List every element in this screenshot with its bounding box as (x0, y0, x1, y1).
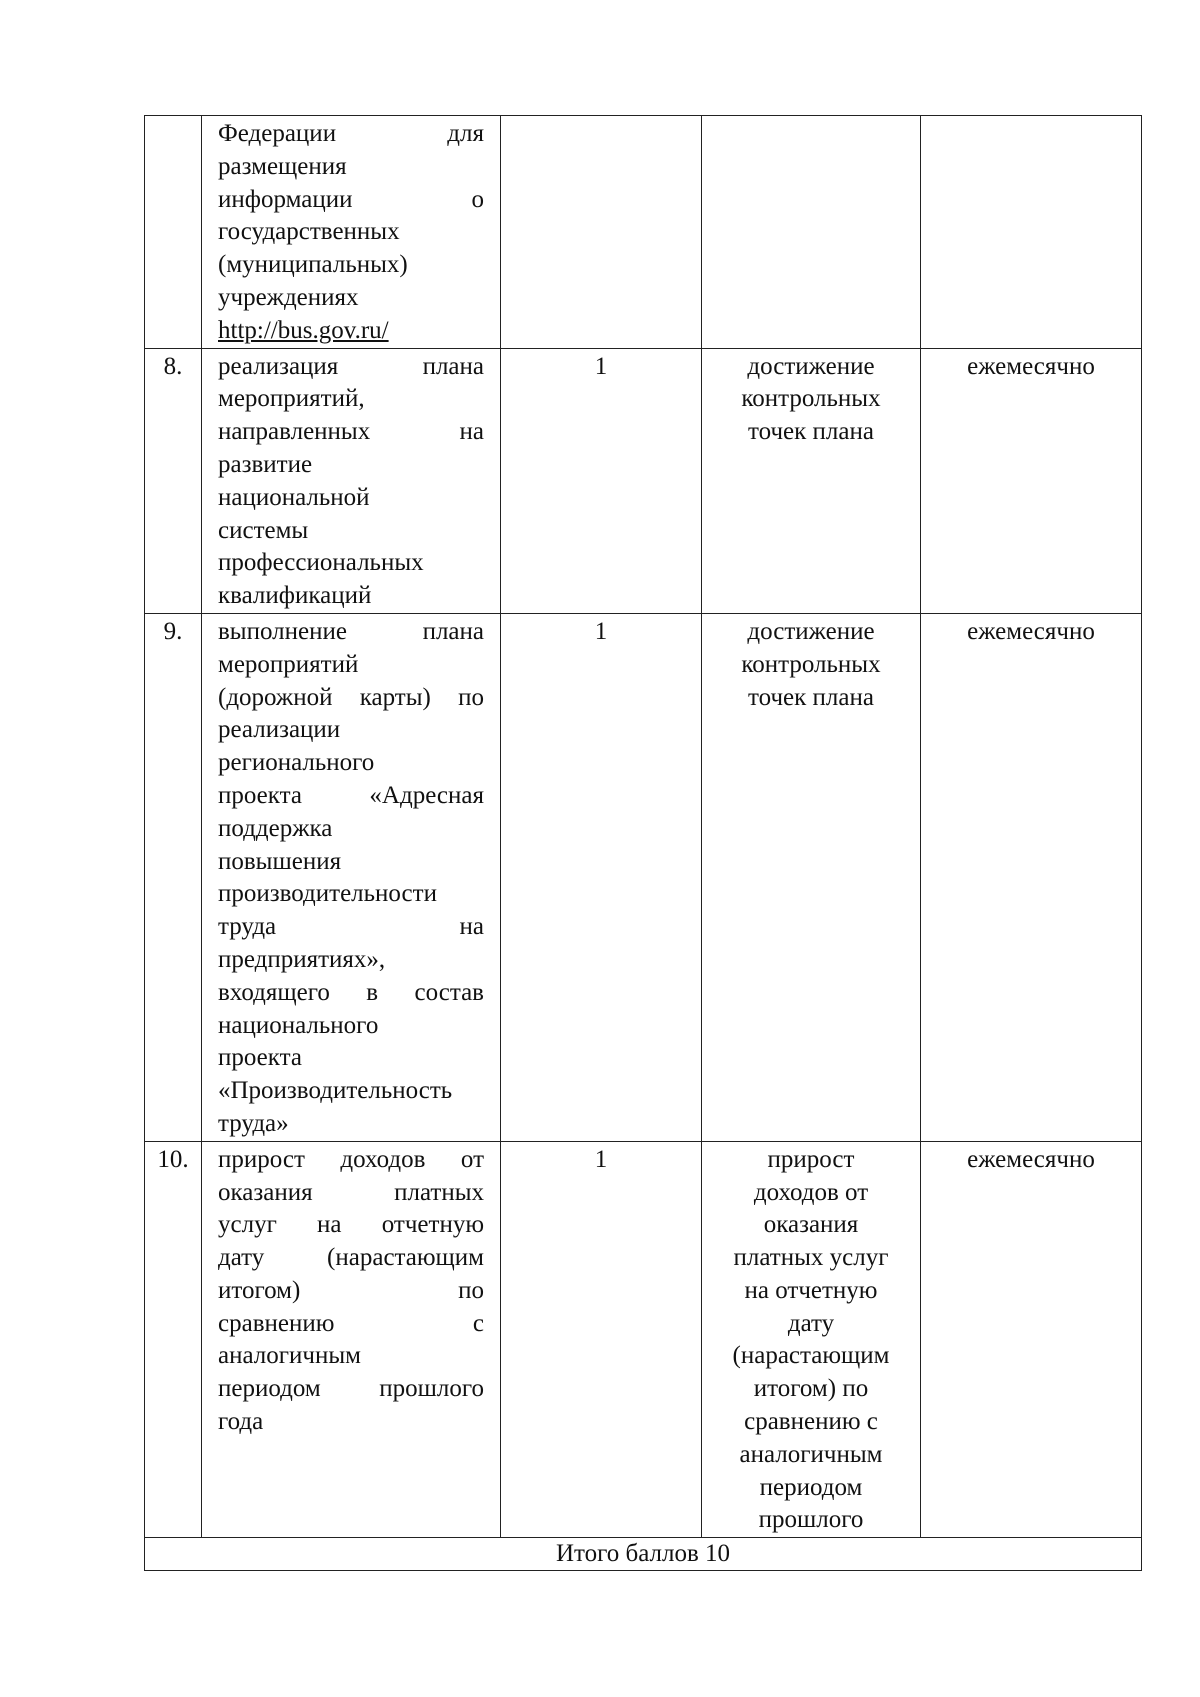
score-cell (501, 116, 702, 349)
name-line: «Производительность (218, 1077, 453, 1105)
criterion-line: аналогичным (739, 1440, 883, 1468)
period-cell: ежемесячно (921, 613, 1142, 1141)
name-line: поддержка (218, 814, 333, 842)
name-line: регионального (218, 749, 375, 777)
row-number (145, 116, 202, 349)
name-line: проекта «Адресная (218, 781, 484, 809)
indicator-name (202, 348, 501, 613)
indicator-name (202, 613, 501, 1141)
name-line: квалификаций (218, 582, 372, 610)
criterion-line: прошлого (758, 1506, 864, 1534)
criterion-line: дату (787, 1309, 835, 1337)
name-line: мероприятий, (218, 385, 365, 413)
period-cell: ежемесячно (921, 348, 1142, 613)
name-line: учреждениях (218, 283, 359, 311)
name-line: труда на (218, 913, 484, 941)
table-row (145, 1141, 1142, 1538)
name-line: (муниципальных) (218, 251, 408, 279)
criterion-cell (702, 1141, 921, 1538)
criterion-line: платных услуг (733, 1244, 889, 1272)
name-line: предприятиях», (218, 945, 386, 973)
name-line: реализации (218, 716, 341, 744)
name-line: направленных на (218, 418, 484, 446)
period-cell: ежемесячно (921, 1141, 1142, 1538)
name-line: профессиональных (218, 549, 424, 577)
score-cell: 1 (501, 348, 702, 613)
name-line: информации о (218, 185, 484, 213)
criteria-table (144, 115, 1142, 1571)
name-line: Федерации для (218, 120, 484, 147)
row-number: 9. (145, 613, 202, 1141)
criterion-cell (702, 116, 921, 349)
name-line: входящего в состав (218, 978, 484, 1006)
name-line: услуг на отчетную (218, 1211, 484, 1239)
name-line: труда» (218, 1109, 289, 1137)
name-line: государственных (218, 218, 400, 246)
bus-gov-link[interactable]: http://bus.gov.ru/ (218, 316, 389, 344)
name-line: национального (218, 1011, 379, 1039)
name-line: сравнению с (218, 1309, 484, 1337)
criterion-line: прирост (767, 1145, 855, 1173)
criterion-cell: достижение контрольных точек плана (702, 613, 921, 1141)
total-row (145, 1538, 1142, 1571)
name-line: периодом прошлого (218, 1375, 484, 1403)
criterion-line: сравнению с (744, 1408, 878, 1436)
name-line: мероприятий (218, 650, 359, 678)
table-row (145, 116, 1142, 349)
row-number: 8. (145, 348, 202, 613)
name-line: года (218, 1408, 264, 1436)
name-line: выполнение плана (218, 617, 484, 645)
name-line: производительности (218, 880, 437, 908)
criterion-cell: достижение контрольных точек плана (702, 348, 921, 613)
score-cell: 1 (501, 1141, 702, 1538)
name-line: национальной (218, 483, 370, 511)
table-row (145, 348, 1142, 613)
criterion-line: итогом) по (753, 1375, 869, 1403)
name-line: оказания платных (218, 1178, 484, 1206)
name-line: проекта (218, 1044, 302, 1072)
score-cell: 1 (501, 613, 702, 1141)
criterion-line: доходов от (753, 1178, 869, 1206)
name-line: (дорожной карты) по (218, 683, 484, 711)
row-number: 10. (145, 1141, 202, 1538)
name-line: реализация плана (218, 352, 484, 380)
indicator-name (202, 1141, 501, 1538)
name-line: прирост доходов от (218, 1145, 484, 1173)
total-score: Итого баллов 10 (145, 1538, 1142, 1571)
criterion-line: периодом (759, 1473, 863, 1501)
name-line: повышения (218, 847, 342, 875)
name-line: размещения (218, 152, 347, 180)
period-cell (921, 116, 1142, 349)
criterion-line: (нарастающим (732, 1342, 890, 1370)
table-row (145, 613, 1142, 1141)
indicator-name (202, 116, 501, 349)
name-line: дату (нарастающим (218, 1244, 484, 1272)
name-line: итогом) по (218, 1276, 484, 1304)
criterion-line: на отчетную (744, 1276, 878, 1304)
name-line: системы (218, 516, 309, 544)
criterion-line: оказания (763, 1211, 859, 1239)
name-line: развитие (218, 450, 313, 478)
name-line: аналогичным (218, 1342, 361, 1370)
